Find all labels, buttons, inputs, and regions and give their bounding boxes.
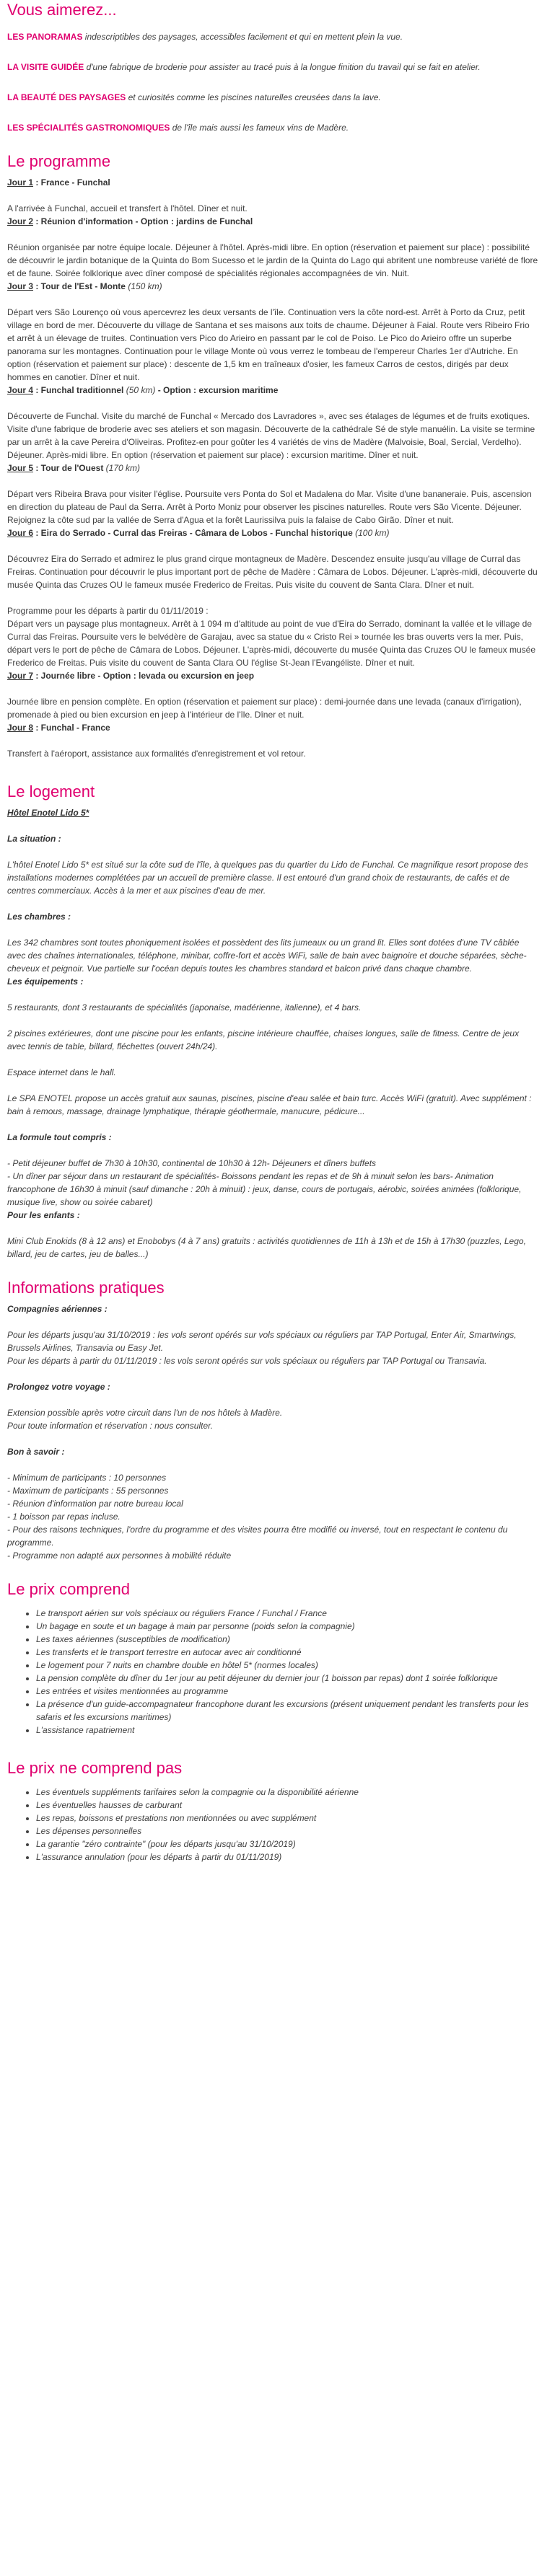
- section-infos: [7, 1278, 538, 1562]
- enfants-text: Mini Club Enokids (8 à 12 ans) et Enobobys (4 à 7 ans) gratuits : activités quotidiennes de 11h à 13h et de 15h à 17h30 (puzzles, Lego, billard, jeu de cartes, jeu de balles...): [7, 1236, 526, 1259]
- list-item: • Les transferts et le transport terrestre en autocar avec air conditionné: [36, 1646, 538, 1659]
- list-item: • Un bagage en soute et un bagage à main par personne (poids selon la compagnie): [36, 1620, 538, 1633]
- equipement-item: 2 piscines extérieures, dont une piscine pour les enfants, piscine intérieure chauffée, chaises longues, salle de fitness. Centre de jeux avec tennis de table, billard, fléchettes (ouvert 24h/24).: [7, 1028, 520, 1051]
- chambres-text: Les 342 chambres sont toutes phoniquement isolées et possèdent des lits jumeaux ou un grand lit. Elles sont dotées d'une TV câblée avec des chaînes internationales, téléphone, minibar, coffre-fort et accès WiFi, salle de bain avec baignoire et douche séparées, sèche-cheveux et peignoir. Vue partielle sur l'océan depuis toutes les chambres standard et balcon privé dans chaque chambre.: [7, 938, 527, 974]
- section-vous-aimerez: [7, 0, 538, 134]
- bon-a-savoir-text: - Minimum de participants : 10 personnes - Maximum de participants : 55 personnes - Réunion d'information par notre bureau local - 1 boisson par repas incluse. - Pour des raisons techniques, l'ordre du programme et des visites pourra être modifié ou inversé, tout en respectant le contenu du programme. - Programme non adapté aux personnes à mobilité réduite: [7, 1473, 508, 1561]
- day-description-alt: Programme pour les départs à partir du 01/11/2019 : Départ vers un paysage plus montagneux. Arrêt à 1 094 m d'altitude au point de vue d'Eira do Serrado, dominant la vallée et le village de Curral das Freiras. Poursuite vers le belvédère de Garajau, avec sa statue du « Cristo Rei » tournée les bras ouverts vers la mer. Puis, départ vers le port de pêche de Câmara de Lobos. Déjeuner. L'après-midi, découverte du musée Quinta das Cruzes OU le fameux musée Frederico de Freitas. Puis visite du couvent de Santa Clara OU l'église St-Jean l'Evangéliste. Dîner et nuit.: [7, 606, 536, 668]
- prolongez-text: Extension possible après votre circuit dans l'un de nos hôtels à Madère. Pour toute information et réservation : nous consulter.: [7, 1408, 283, 1431]
- list-item: • Les entrées et visites mentionnées au programme: [36, 1685, 538, 1698]
- subsection-label: Prolongez votre voyage :: [7, 1382, 110, 1392]
- list-item: • Les dépenses personnelles: [36, 1825, 538, 1838]
- hotel-name: Hôtel Enotel Lido 5*: [7, 808, 89, 818]
- highlight-item: LES SPÉCIALITÉS GASTRONOMIQUES de l'île mais aussi les fameux vins de Madère.: [7, 123, 349, 133]
- subsection-label: Pour les enfants :: [7, 1210, 80, 1220]
- equipement-item: Le SPA ENOTEL propose un accès gratuit aux saunas, piscines, piscine d'eau salée et bain turc. Accès WiFi (gratuit). Avec supplément : bain à remous, massage, drainage lymphatique, thérapie géothermale, manucure, pédicure...: [7, 1093, 532, 1116]
- day-description: Transfert à l'aéroport, assistance aux formalités d'enregistrement et vol retour.: [7, 749, 306, 759]
- section-programme: [7, 151, 538, 760]
- list-item: • La garantie "zéro contrainte" (pour les départs jusqu'au 31/10/2019): [36, 1838, 538, 1851]
- formule-text: - Petit déjeuner buffet de 7h30 à 10h30, continental de 10h30 à 12h- Déjeuners et dîners buffets - Un dîner par séjour dans un restaurant de spécialités- Boissons pendant les repas et de 9h à minuit selon les bars- Animation francophone de 16h30 à minuit (sauf dimanche : 20h à minuit) : jeux, danse, cours de portugais, aérobic, soirées animées (folklorique, musique live, show ou soirée cabaret): [7, 1158, 522, 1207]
- list-item: • L'assistance rapatriement: [36, 1724, 538, 1737]
- excluded-list: [7, 1786, 538, 1863]
- day-heading: Jour 7 : Journée libre - Option : levada ou excursion en jeep: [7, 671, 255, 681]
- section-title: Le prix ne comprend pas: [7, 1759, 183, 1777]
- subsection-label: Bon à savoir :: [7, 1447, 65, 1457]
- equipement-item: 5 restaurants, dont 3 restaurants de spécialités (japonaise, madérienne, italienne), et 4 bars.: [7, 1002, 362, 1013]
- list-item: • La pension complète du dîner du 1er jour au petit déjeuner du dernier jour (1 boisson par repas) dont 1 soirée folklorique: [36, 1672, 538, 1685]
- list-item: • Les repas, boissons et prestations non mentionnées ou avec supplément: [36, 1812, 538, 1825]
- compagnies-text: Pour les départs jusqu'au 31/10/2019 : les vols seront opérés sur vols spéciaux ou réguliers par TAP Portugal, Enter Air, Smartwings, Brussels Airlines, Transavia ou Easy Jet. Pour les départs à partir du 01/11/2019 : les vols seront opérés sur vols spéciaux ou réguliers par TAP Portugal ou Transavia.: [7, 1330, 517, 1366]
- list-item: • Les éventuelles hausses de carburant: [36, 1799, 538, 1812]
- day-description: A l'arrivée à Funchal, accueil et transfert à l'hôtel. Dîner et nuit.: [7, 203, 248, 213]
- day-heading: Jour 3 : Tour de l'Est - Monte (150 km): [7, 281, 162, 291]
- day-description: Départ vers São Lourenço où vous apercevrez les deux versants de l'île. Continuation vers la côte nord-est. Arrêt à Porto da Cruz, petit village en bord de mer. Découverte du village de Santana et ses maisons aux toits de chaume. Déjeuner à Faial. Route vers Ribeiro Frio et arrêt à un élevage de truites. Continuation vers Pico do Arieiro en passant par le col de Poiso. Le Pico do Arieiro offre un superbe panorama sur les montagnes. Continuation pour le village Monte où vous verrez le tombeau de l'empereur Charles 1er d'Autriche. En option (réservation et paiement sur place) : descente de 1,5 km en traîneaux d'osier, les fameux Carros de cestos, dirigés par deux hommes en canotier. Dîner et nuit.: [7, 307, 530, 382]
- subsection-label: La situation :: [7, 834, 61, 844]
- subsection-label: Les équipements :: [7, 976, 84, 987]
- section-title: Le logement: [7, 782, 95, 800]
- day-description: Découvrez Eira do Serrado et admirez le plus grand cirque montagneux de Madère. Descendez ensuite jusqu'au village de Curral das Freiras. Continuation pour découvrir le plus important port de pêche de Madère : Câmara de Lobos. Déjeuner. L'après-midi, découverte du musée Quinta das Cruzes OU le fameux musée Frederico de Freitas. Puis visite du couvent de Santa Clara. Dîner et nuit.: [7, 554, 538, 590]
- subsection-label: La formule tout compris :: [7, 1132, 112, 1142]
- equipement-item: Espace internet dans le hall.: [7, 1067, 116, 1077]
- day-description: Départ vers Ribeira Brava pour visiter l'église. Poursuite vers Ponta do Sol et Madalena do Mar. Visite d'une bananeraie. Puis, ascension en direction du plateau de Paul da Serra. Arrêt à Porto Moniz pour observer les piscines naturelles. Route vers São Vicente. Déjeuner. Rejoignez la côte sud par la vallée de Serra d'Agua et la forêt Laurissilva puis la falaise de Cabo Girão. Dîner et nuit.: [7, 489, 532, 525]
- list-item: • Les éventuels suppléments tarifaires selon la compagnie ou la disponibilité aérienne: [36, 1786, 538, 1799]
- list-item: • Le logement pour 7 nuits en chambre double en hôtel 5* (normes locales): [36, 1659, 538, 1672]
- day-heading: Jour 5 : Tour de l'Ouest (170 km): [7, 463, 141, 473]
- day-heading: Jour 1 : France - Funchal: [7, 177, 110, 188]
- day-heading: Jour 8 : Funchal - France: [7, 723, 110, 733]
- included-list: [7, 1607, 538, 1737]
- day-description: Découverte de Funchal. Visite du marché de Funchal « Mercado dos Lavradores », avec ses étalages de légumes et de fruits exotiques. Visite d'une fabrique de broderie avec ses ateliers et son magasin. Découverte de la cathédrale Sé de style manuélin. La visite se termine par un arrêt à la cave Pereira d'Oliveiras. Profitez-en pour goûter les 4 variétés de vins de Madère (Malvoisie, Boal, Sercial, Verdelho). Déjeuner. Après-midi libre. En option (réservation et paiement sur place) : excursion maritime. Dîner et nuit.: [7, 411, 535, 460]
- highlight-item: LA BEAUTÉ DES PAYSAGES et curiosités comme les piscines naturelles creusées dans la lave.: [7, 92, 381, 102]
- highlight-item: LES PANORAMAS indescriptibles des paysages, accessibles facilement et qui en mettent plein la vue.: [7, 32, 403, 42]
- day-description: Réunion organisée par notre équipe locale. Déjeuner à l'hôtel. Après-midi libre. En option (réservation et paiement sur place) : possibilité de découvrir le jardin botanique de la Quinta do Bom Sucesso et le jardin de la Quinta do Lago qui abritent une nombreuse variété de flore et de faune. Soirée folklorique avec dîner composé de spécialités régionales accompagnées de vin. Nuit.: [7, 242, 538, 278]
- list-item: • Le transport aérien sur vols spéciaux ou réguliers France / Funchal / France: [36, 1607, 538, 1620]
- list-item: • L'assurance annulation (pour les départs à partir du 01/11/2019): [36, 1851, 538, 1863]
- subsection-label: Les chambres :: [7, 912, 71, 922]
- section-title: Le programme: [7, 152, 111, 170]
- section-title: Le prix comprend: [7, 1580, 130, 1598]
- section-title: Vous aimerez...: [7, 1, 117, 19]
- day-heading: Jour 6 : Eira do Serrado - Curral das Freiras - Câmara de Lobos - Funchal historique (100 km): [7, 528, 390, 538]
- highlight-item: LA VISITE GUIDÉE d'une fabrique de broderie pour assister au tracé puis à la longue finition du travail qui se fait en atelier.: [7, 62, 481, 72]
- situation-text: L'hôtel Enotel Lido 5* est situé sur la côte sud de l'île, à quelques pas du quartier du Lido de Funchal. Ce magnifique resort propose des installations modernes complétées par un accueil de première classe. Il est entouré d'un grand choix de restaurants, de cafés et de centres commerciaux. Accès à la mer et aux piscines d'eau de mer.: [7, 860, 528, 896]
- section-prix-ne-comprend: [7, 1758, 538, 1863]
- day-description: Journée libre en pension complète. En option (réservation et paiement sur place) : demi-journée dans une levada (canaux d'irrigation), promenade à pied ou bien excursion en jeep à l'intérieur de l'île. Dîner et nuit.: [7, 697, 522, 720]
- list-item: • La présence d'un guide-accompagnateur francophone durant les excursions (présent uniquement pendant les transferts pour les safaris et les excursions maritimes): [36, 1698, 538, 1724]
- subsection-label: Compagnies aériennes :: [7, 1304, 108, 1314]
- section-logement: [7, 782, 538, 1261]
- day-heading: Jour 2 : Réunion d'information - Option : jardins de Funchal: [7, 216, 253, 226]
- section-prix-comprend: [7, 1579, 538, 1737]
- day-heading: Jour 4 : Funchal traditionnel (50 km) - Option : excursion maritime: [7, 385, 279, 395]
- list-item: • Les taxes aériennes (susceptibles de modification): [36, 1633, 538, 1646]
- section-title: Informations pratiques: [7, 1279, 165, 1297]
